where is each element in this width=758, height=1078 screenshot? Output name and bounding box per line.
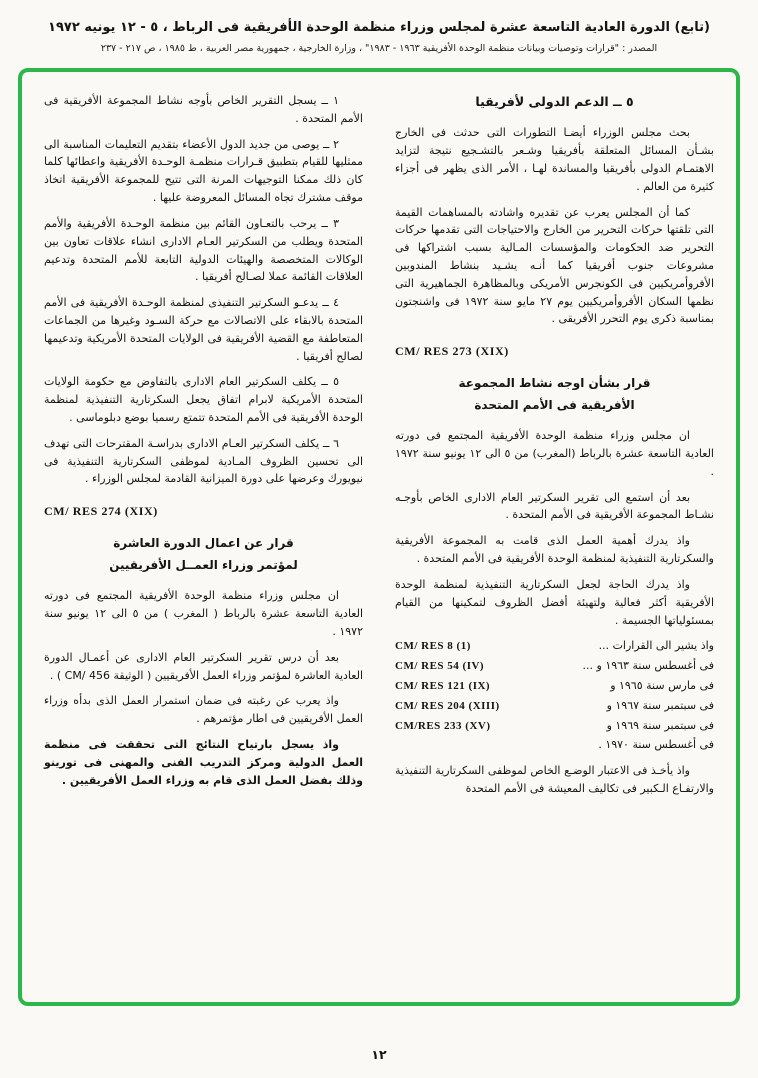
resolution-title-line: الأفريقية فى الأمم المتحدة [474, 398, 635, 413]
paragraph-emphasized: واذ يسجل بارتياح النتائج التى تحققت فى منظمة العمل الدولية ومركز التدريب الفنى والمهنى فى تورينو وذلك بفضل العمل الذى قام به وزراء العمل الأفريقيين . [44, 737, 363, 787]
resolution-code-274: CM/ RES 274 (XIX) [44, 504, 158, 519]
reference-text: فى مارس سنة ١٩٦٥ و [610, 678, 714, 692]
numbered-item-3: ٣ ــ يرحب بالتعـاون القائم بين منظمة الوحـدة الأفريقية والأمم المتحدة ويطلب من السكرتير العـام الادارى انشاء علاقات تعاون بين الوكالات المتخصصة والهيئات الدولية التابعة للأمم المتحدة وتدعيم العلاقات القائمة عملا لصـالح أفريقيا . [44, 216, 363, 284]
paragraph: ان مجلس وزراء منظمة الوحدة الأفريقية المجتمع فى دورته العادية التاسعة عشرة بالرباط ( المغرب ) من ٥ الى ١٢ يونيو سنة ١٩٧٢ . [44, 589, 364, 638]
section-heading-international-support: ٥ ــ الدعم الدولى لأفريقيا [475, 94, 634, 109]
page-number: ١٢ [371, 1047, 387, 1062]
reference-text: فى أغسطس سنة ١٩٧٠ . [598, 738, 714, 752]
document-header [0, 0, 758, 54]
reference-code: CM/RES 233 (XV) [395, 719, 491, 732]
reference-row [395, 637, 714, 656]
paragraph: واذ يدرك أهمية العمل الذى قامت به المجموعة الأفريقية والسكرتارية التنفيذية لمنظمة الوحدة الأفريقية فى الأمم المتحدة . [395, 534, 714, 566]
green-border-frame [18, 68, 740, 1006]
resolution-title-line: قرار بشأن اوجه نشاط المجموعة [458, 375, 651, 390]
reference-row [395, 697, 714, 716]
reference-row [395, 657, 714, 676]
reference-text: فى أغسطس سنة ١٩٦٣ و ... [582, 659, 714, 673]
reference-code: CM/ RES 204 (XIII) [395, 699, 500, 712]
numbered-item-4: ٤ ــ يدعـو السكرتير التنفيذى لمنظمة الوحـدة الأفريقية فى الأمم المتحدة بالابقاء على الاتصالات مع حركة السـود وغيرها من الجماعات المتعاطفة مع القضية الأفريقية فى الولايات المتحدة الأمريكية وتدعيمها لصالح أفريقيا . [44, 296, 363, 363]
numbered-item-1: ١ ــ يسجل التقرير الخاص بأوجه نشاط المجموعة الأفريقية فى الأمم المتحدة . [44, 94, 363, 125]
reference-text: فى سبتمبر سنة ١٩٦٩ و [606, 718, 714, 732]
resolution-title-274 [44, 532, 363, 578]
numbered-item-2: ٢ ــ يوصى من جديد الدول الأعضاء بتقديم التعليمات المناسبة الى ممثليها للقيام بتطبيق قـرارات منظمـة الوحـدة الأفريقية واعطائها كلما كان ذلك ممكنا التوجيهات المرنة التى تتيح للمجموعة الأفريقية اتخاذ موقف مشترك تجاه المسائل المعروضة عليها . [44, 137, 363, 205]
reference-code: CM/ RES 8 (1) [395, 640, 471, 653]
reference-code: CM/ RES 54 (IV) [395, 660, 485, 673]
numbered-item-6: ٦ ــ يكلف السكرتير العـام الادارى بدراسـة المقترحات التى تهدف الى تحسين الظروف المـادية لموظفى السكرتارية التنفيذية فى نيويورك وعرضها على دورة الميزانية القادمة لمجلس الوزراء . [44, 436, 363, 486]
header-title: (تابع) الدورة العادية التاسعة عشرة لمجلس وزراء منظمة الوحدة الأفريقية فى الرباط ، ٥ - ١٢ يونيه ١٩٧٢ [48, 20, 710, 35]
resolution-title-line: قرار عن اعمال الدورة العاشرة [113, 535, 294, 550]
reference-text: واذ يشير الى القرارات ... [598, 639, 714, 653]
column-left [44, 92, 363, 990]
paragraph: بعد أن استمع الى تقرير السكرتير العام الادارى الخاص بأوجـه نشـاط المجموعة الأفريقية فى الأمم المتحدة . [395, 490, 714, 522]
reference-code: CM/ RES 121 (IX) [395, 679, 491, 692]
paragraph: واذ يعرب عن رغبته فى ضمان استمرار العمل الذى بدأه وزراء العمل الأفريقيين فى اطار مؤتمرهم . [44, 694, 363, 726]
reference-row [395, 677, 714, 696]
header-source-line: المصدر : "قرارات وتوصيات وبيانات منظمة الوحدة الأفريقية ١٩٦٣ - ١٩٨٣" ، وزارة الخارجية ، جمهورية مصر العربية ، ط ١٩٨٥ ، ص ٢١٧ - ٢٣٧ [100, 43, 658, 54]
resolution-title-line: لمؤتمر وزراء العمــل الأفريقيين [109, 558, 298, 573]
reference-text: فى سبتمبر سنة ١٩٦٧ و [606, 698, 714, 712]
numbered-item-5: ٥ ــ يكلف السكرتير العام الادارى بالتفاوض مع حكومة الولايات المتحدة الأمريكية لابرام اتفاق يجعل السكرتارية التنفيذية لمنظمة الوحدة الأفريقية فى الأمم المتحدة تتمتع رسميا بوضع دبلوماسى . [44, 375, 363, 424]
paragraph: بعد أن درس تقرير السكرتير العام الادارى عن أعمـال الدورة العادية العاشرة لمؤتمر وزراء العمل الأفريقيين ( الوثيقة CM/ 456 ) . [44, 650, 363, 682]
paragraph: واذ يأخـذ فى الاعتبار الوضـع الخاص لموظفى السكرتارية التنفيذية والارتفـاع الـكبير فى تكاليف المعيشة فى الأمم المتحدة [395, 764, 714, 796]
paragraph: ان مجلس وزراء منظمة الوحدة الأفريقية المجتمع فى دورته العادية التاسعة عشرة بالرباط (المغرب) من ٥ الى ١٢ يونيو سنة ١٩٧٢ . [395, 429, 714, 478]
paragraph: كما أن المجلس يعرب عن تقديره واشادته بالمساهمات القيمة التى تلقتها حركات التحرير من الخارج والاحتياجات التى تقدمها حركات التحرير ضد الحكومات والمؤسسات المـالية بسبب اشتراكها فى مشروعات جنوب أفريقيا كما أنـه يشـيد بنشاط المندوبين الأفروأمريكيين فى الكونجرس الأمريكى وبالمظاهرة الجماهيرية التى نظمها السكان الأفروأمريكيين يوم ٢٧ مايو سنة ١٩٧٢ فى واشنجتون بمناسبة ذكرى يوم التحرر الأفريقى . [395, 205, 714, 326]
resolution-code-273: CM/ RES 273 (XIX) [395, 344, 509, 359]
column-right [395, 92, 714, 990]
two-column-layout [44, 92, 714, 990]
reference-row [395, 717, 714, 736]
paragraph: بحث مجلس الوزراء أيضـا التطورات التى حدثت فى الخارج بشـأن المسائل المتعلقة بأفريقيا وشـعر بالتشـجيع نتيجة لتزايد الاهتمـام الدولى بأفريقيا والمساندة لهـا ، الأمر الذى يظهر فى أجزاء كثيرة من العالم . [395, 126, 714, 193]
reference-row [395, 736, 714, 754]
paragraph: واذ يدرك الحاجة لجعل السكرتارية التنفيذية لمنظمة الوحدة الأفريقية أكثر فعالية ولتهيئة أفضل الظروف لتمكينها من القيام بمسئولياتها الجسيمة . [395, 577, 714, 627]
resolution-title-273 [395, 372, 714, 418]
resolution-references-list [395, 637, 714, 754]
